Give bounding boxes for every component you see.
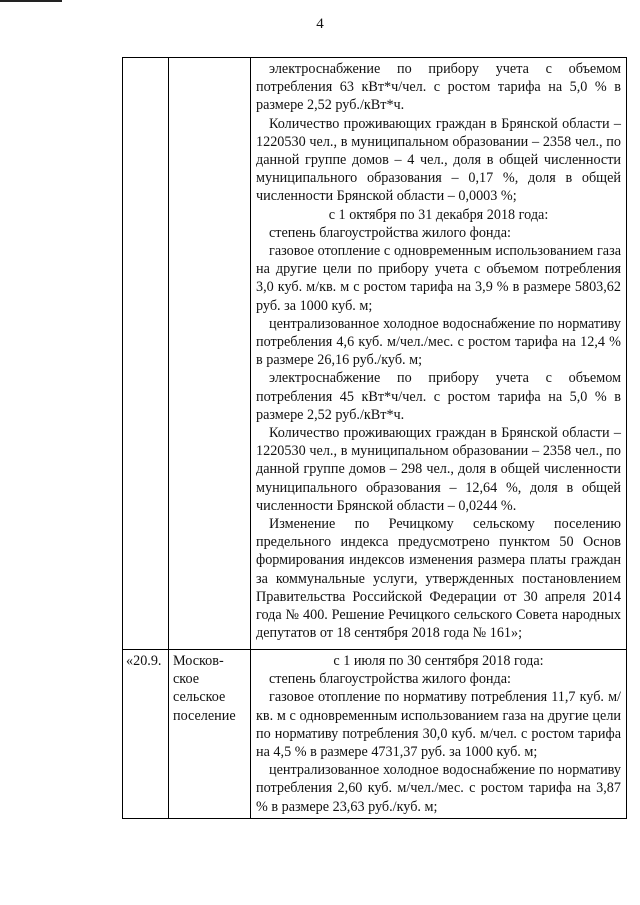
row-name-cell	[169, 58, 251, 650]
row-name-cell	[169, 650, 251, 819]
paragraph: электроснабжение по прибору учета с объемом потребления 63 кВт*ч/чел. с ростом тарифа на 5,0 % в размере 2,52 руб./кВт*ч.	[256, 61, 621, 114]
paragraph: Количество проживающих граждан в Брянской области – 1220530 чел., в муниципальном образовании – 2358 чел., по данной группе домов – 4 чел., доля в общей численности муниципального образования – 0,17 %, доля в общей численности Брянской области – 0,0003 %;	[256, 115, 621, 205]
paragraph: Количество проживающих граждан в Брянской области – 1220530 чел., в муниципальном образовании – 2358 чел., по данной группе домов – 298 чел., доля в общей численности муниципального образования – 12,64 %, доля в общей численности Брянской области – 0,0244 %.	[256, 425, 621, 514]
row-description-text	[251, 650, 626, 818]
paragraph: степень благоустройства жилого фонда:	[269, 671, 511, 688]
table-row	[123, 650, 627, 819]
table-row	[123, 58, 627, 650]
municipality-name-line: поселение	[173, 707, 236, 724]
municipality-name	[169, 650, 250, 725]
row-description-cell	[251, 650, 627, 819]
page-number: 4	[316, 16, 324, 32]
paragraph: степень благоустройства жилого фонда:	[269, 224, 511, 241]
paragraph: электроснабжение по прибору учета с объемом потребления 45 кВт*ч/чел. с ростом тарифа на 5,0 % в размере 2,52 руб./кВт*ч.	[256, 370, 621, 423]
row-number-cell	[123, 58, 169, 650]
paragraph: газовое отопление с одновременным использованием газа на другие цели по прибору учета с объемом потребления 3,0 куб. м/кв. м с ростом тарифа на 3,9 % в размере 5803,62 руб. за 1000 куб. м;	[256, 243, 621, 314]
municipality-name-line: ское	[173, 671, 200, 688]
municipality-name-line: Москов-	[173, 653, 224, 669]
row-number: «20.9.	[126, 653, 162, 669]
top-rule	[0, 0, 62, 2]
paragraph: Изменение по Речицкому сельскому поселению предельного индекса предусмотрено пунктом 50 Основ формирования индексов изменения размера платы граждан за коммунальные услуги, утвержденных постановлением Правительства Российской Федерации от 30 апреля 2014 года № 400. Решение Речицкого сельского Совета народных депутатов от 18 сентября 2018 года № 161»;	[256, 516, 621, 642]
municipality-name-line: сельское	[173, 689, 226, 706]
paragraph: с 1 июля по 30 сентября 2018 года:	[333, 653, 544, 669]
tariff-table	[122, 57, 627, 819]
row-description-text	[251, 58, 626, 645]
paragraph: с 1 октября по 31 декабря 2018 года:	[328, 206, 549, 223]
row-description-cell	[251, 58, 627, 650]
row-number-cell	[123, 650, 169, 819]
paragraph: газовое отопление по нормативу потребления 11,7 куб. м/кв. м с одновременным использованием газа на другие цели по нормативу потребления 30,0 куб. м/чел. с ростом тарифа на 4,5 % в размере 4731,37 руб. за 1000 куб. м;	[256, 689, 621, 761]
paragraph: централизованное холодное водоснабжение по нормативу потребления 4,6 куб. м/чел./мес. с ростом тарифа на 12,4 % в размере 26,16 руб./куб. м;	[256, 315, 621, 369]
paragraph: централизованное холодное водоснабжение по нормативу потребления 2,60 куб. м/чел./мес. с ростом тарифа на 3,87 % в размере 23,63 руб./куб. м;	[256, 762, 621, 815]
